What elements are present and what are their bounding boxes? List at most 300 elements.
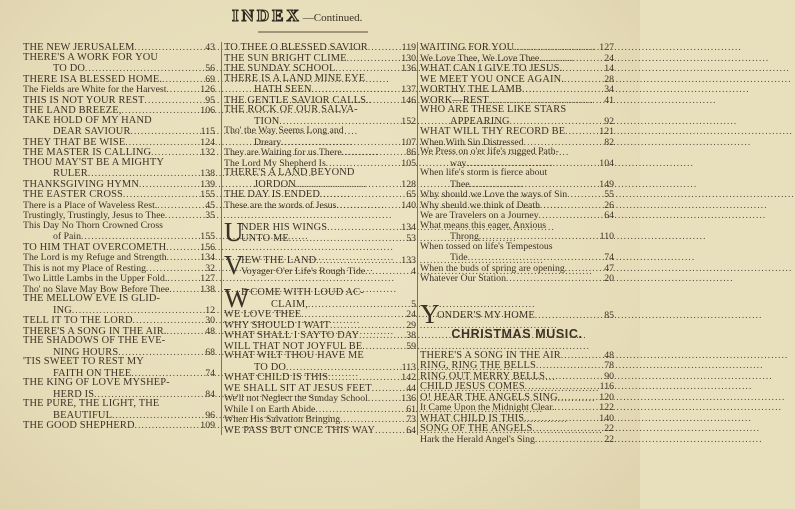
page-number: 106 [200,105,215,116]
entry-continuation-line [224,179,416,190]
leader-dots [123,189,193,200]
index-entry [23,84,215,95]
page-number: 95 [205,94,215,106]
drop-cap-section [420,298,614,329]
index-entry [23,252,215,263]
page-number: 68 [205,346,215,358]
leader-dots [554,402,592,413]
page-number: 43 [205,42,215,53]
entry-continuation-line [23,126,215,137]
page-number: 132 [200,147,215,158]
drop-cap-section [224,283,416,313]
page-number: 120 [599,391,614,403]
entry-title: THERE IS A LAND MINE EYE [224,72,366,84]
index-entry [23,221,215,242]
entry-title: WHAT SHALL I SAYTO DAY [224,330,360,341]
entry-line [420,42,614,53]
entry-line [420,392,614,403]
entry-title: THE PURE, THE LIGHT, THE [23,398,160,409]
leader-dots [85,63,193,74]
leader-dots [561,350,592,361]
page-number: 48 [205,325,215,337]
entry-line [420,126,614,137]
entry-title: These are the words of Jesus [224,199,337,211]
entry-line [23,315,215,326]
drop-cap-letter: Y [420,298,440,329]
entry-line [224,320,416,331]
page-number: 134 [200,252,215,263]
entry-line [420,200,614,211]
entry-title: The Lord My Shepherd Is [224,157,326,169]
leader-dots [134,42,193,53]
entry-line [23,53,215,64]
entry-line [23,147,215,158]
page-number: 128 [401,178,416,190]
index-entry [420,74,614,85]
page-number: 109 [200,420,215,431]
leader-dots [470,179,592,190]
entry-line [241,233,416,244]
entry-line [420,74,614,85]
index-entry [420,413,614,424]
page-number: 32 [205,262,215,274]
index-entry [23,294,215,315]
entry-title: TAKE HOLD OF MY HAND [23,114,152,126]
index-entry [437,310,614,321]
page-number: 133 [401,255,416,266]
entry-title: THEY THAT BE WISE [23,136,126,148]
leader-dots [545,371,592,382]
entry-title: THE ROCK OF OUR SALVA- [224,104,358,115]
leader-dots [368,393,394,404]
entry-line [224,425,416,436]
leader-dots [166,84,193,95]
page-number: 28 [604,73,614,85]
index-entry [23,189,215,200]
index-entry [23,200,215,211]
entry-title: When His Salvation Bringing [224,414,341,425]
entry-title: O! HEAR THE ANGELS SING [420,391,558,403]
entry-title: WAITING FOR YOU [420,42,515,53]
page-number: 45 [205,199,215,211]
entry-line [241,266,416,277]
page-number: 126 [200,84,215,95]
entry-title: Two Little Lambs in the Upper Fold. [23,273,168,284]
entry-title: THERE'S A LAND BEYOND [224,167,355,178]
page-number: 104 [599,157,614,169]
entry-title: THE SUNDAY SCHOOL [224,63,336,74]
index-entry [224,53,416,64]
index-entry [224,393,416,404]
leader-dots [135,420,193,431]
leader-dots [540,200,592,211]
page-number: 116 [599,381,614,392]
page-number: 142 [401,372,416,383]
index-entry [420,63,614,74]
entry-line [23,273,215,284]
index-entry [224,200,416,211]
entry-title: WILL THAT NOT JOYFUL BE [224,340,363,352]
page-number: 124 [200,136,215,148]
entry-title: Thee [450,178,470,190]
entry-title: E COME WITH LOUD AC- [241,287,364,298]
entry-line [224,330,416,341]
leader-dots [146,263,193,274]
leader-dots [347,53,394,64]
page-number: 34 [604,84,614,95]
entry-title: WHAT CAN I GIVE TO JESUS. [420,63,563,74]
page-number: 127 [200,273,215,284]
entry-title: 'TIS SWEET TO REST MY [23,356,144,367]
entry-line [23,336,215,347]
entry-title: We'll not Neglect the Sunday School [224,393,368,404]
entry-title: THE EASTER CROSS [23,189,123,200]
leader-dots [336,200,394,211]
entry-title: The Fields are White for the Harvest [23,84,167,95]
index-entry [420,350,614,361]
leader-dots [533,423,593,434]
entry-line [420,221,614,232]
index-entry [23,263,215,274]
entry-title: Hark the Herald Angel's Sing [420,433,535,445]
entry-title: NDER HIS WINGS [241,222,328,233]
entry-title: ING [53,304,72,316]
entry-title: TO DO [254,361,287,373]
entry-title: They are Waiting for us There [224,147,342,158]
entry-continuation-line [420,179,614,190]
entry-line [420,242,614,253]
leader-dots [479,231,592,242]
page-number: 130 [401,52,416,64]
entry-title: Throng [450,231,479,242]
entry-title: WE PASS BUT ONCE THIS WAY [224,424,376,436]
entry-title: THE MASTER IS CALLING [23,147,152,158]
index-entry [241,233,416,244]
leader-dots [166,242,193,253]
page-number: 85 [604,309,614,321]
leader-dots [539,210,592,221]
entry-title: WE SHALL SIT AT JESUS FEET [224,382,372,394]
entry-title: Trustingly, Trustingly, Jesus to Thee [23,210,165,221]
section-heading: CHRISTMAS MUSIC. [451,326,583,341]
entry-title: Why sheuld we think of Death [420,199,540,211]
page-number: 113 [401,361,416,373]
index-entry [23,210,215,221]
leader-dots [88,168,193,179]
index-entry [420,126,614,137]
page-number: 138 [200,168,215,179]
entry-title: WHAT CHILD IS THIS [420,412,525,424]
entry-title: Tho' the Way Seems Long and [224,125,344,136]
index-entry [420,221,614,242]
entry-line [23,42,215,53]
leader-dots [330,320,394,331]
leader-dots [167,252,193,263]
page-number: 22 [604,423,614,434]
entry-title: WHO ARE THESE LIKE STARS [420,104,567,115]
drop-cap-letter: V [224,250,244,280]
leader-dots [81,231,193,242]
leader-dots [468,252,592,263]
index-entry [23,147,215,158]
page-number: 155 [200,189,215,200]
entry-title: DEAR SAVIOUR [53,126,131,137]
entry-title: THIS IS NOT YOUR REST [23,94,145,106]
index-entry [420,42,614,53]
index-entry [224,372,416,383]
leader-dots [157,200,193,211]
entry-line [224,404,416,415]
entry-line [224,63,416,74]
entry-title: WORTHY THE LAMB [420,84,523,95]
entry-title: This Day No Thorn Crowned Cross [23,219,163,231]
entry-title: FAITH ON THEE [53,367,132,379]
leader-dots [315,404,394,415]
leader-dots [514,42,592,53]
entry-title: TO DO [53,63,86,74]
entry-line [23,105,215,116]
index-entry [420,423,614,434]
drop-cap-entries [420,304,614,321]
entry-title: SONG OF THE ANGELS [420,423,533,434]
page-number: 140 [401,199,416,211]
leader-dots [542,53,592,64]
index-entry [241,266,416,277]
entry-line [241,222,416,233]
page-number: 149 [599,178,614,190]
page-number: 26 [604,199,614,211]
entry-title: BEAUTIFUL [53,409,113,421]
entry-line [420,189,614,200]
entry-title: THE LAND BREEZE, [23,105,122,116]
entry-line [420,210,614,221]
page-number: 122 [599,402,614,413]
entry-title: We are Travelers on a Journey [420,210,539,221]
page-number: 155 [200,231,215,242]
page-number: 65 [406,189,416,200]
entry-title: APPEARING [450,115,510,127]
entry-title: Tide [450,252,468,263]
page-number: 24 [406,309,416,320]
entry-title: THERE'S A SONG IN THE AIR. [23,325,167,337]
page-header [232,6,362,26]
leader-dots [506,273,592,284]
page-number: 152 [401,115,416,127]
page-number: 105 [401,157,416,169]
index-column-3 [417,42,614,445]
index-entry [420,189,614,200]
drop-cap-entries [224,283,416,313]
entry-continuation-line [23,305,215,316]
entry-continuation-line [23,231,215,242]
entry-title: CHILD JESUS COMES [420,381,525,392]
page-number: 156 [200,241,215,253]
entry-title: When life's storm is fierce about [420,167,548,178]
entry-line [224,105,416,116]
entry-title: THE SHADOWS OF THE EVE- [23,335,166,346]
leader-dots [316,255,394,266]
page-number: 127 [599,42,614,53]
index-column-1 [23,42,215,431]
index-entry [23,420,215,431]
leader-dots [522,84,592,95]
leader-dots [72,305,193,316]
leader-dots [167,326,193,337]
leader-dots [133,315,193,326]
entry-line [23,158,215,169]
entry-line [224,200,416,211]
entry-title: WORK—REST [420,94,489,106]
page-number: 69 [205,73,215,85]
entry-continuation-line [23,168,215,179]
entry-line [241,288,416,299]
page-number: 24 [604,52,614,64]
entry-continuation-line [224,362,416,373]
entry-title: TION [254,115,280,127]
page-number: 53 [406,232,416,244]
entry-line [224,309,416,320]
entry-title: When With Sin Distressed [420,136,524,148]
leader-dots [328,372,394,383]
entry-title: When tossed on life's Tempestous [420,240,553,252]
index-subtitle: —Continued. [302,12,363,24]
header-rule [258,31,368,33]
entry-line [224,351,416,362]
leader-dots [151,147,193,158]
page-number: 38 [406,330,416,341]
leader-dots [362,341,394,352]
entry-title: While I on Earth Abide [224,403,316,415]
page-number: 82 [604,136,614,148]
leader-dots [122,105,194,116]
page-number: 134 [401,222,416,233]
leader-dots [286,362,394,373]
entry-line [23,189,215,200]
index-entry [224,351,416,372]
leader-dots [567,189,592,200]
entry-title: WHAT WILL THY RECORD BE [420,126,566,137]
index-entry [420,402,614,413]
index-entry [23,53,215,74]
entry-line [420,434,614,445]
index-entry [23,105,215,116]
drop-cap-letter: W [224,283,250,313]
page-number: 140 [599,412,614,424]
entry-line [224,74,416,85]
entry-title: of Pain [53,231,82,242]
page-number: 84 [205,388,215,400]
entry-line [224,42,416,53]
page-number: 115 [200,126,215,137]
entry-line [224,372,416,383]
entry-line [420,147,614,158]
page-number: 146 [401,94,416,106]
page-number: 119 [401,42,416,53]
leader-dots [131,126,193,137]
page-number: 5 [411,298,416,310]
page-number: 41 [604,94,614,106]
entry-title: NING HOURS [53,346,119,358]
leader-dots [296,179,394,190]
index-entry [420,105,614,126]
index-entry [420,53,614,64]
entry-line [23,263,215,274]
index-entry [420,263,614,274]
entry-title: WHAT WILT THOU HAVE ME [224,350,364,361]
page-number: 139 [200,178,215,190]
entry-continuation-line [224,84,416,95]
index-entry [23,116,215,137]
page-number: 61 [406,403,416,415]
entry-line [23,179,215,190]
entry-title: WE MEET YOU ONCE AGAIN. [420,73,564,85]
index-entry [23,179,215,190]
entry-line [224,126,416,137]
leader-dots [342,147,394,158]
leader-dots [366,95,394,106]
entry-title: HERD IS [53,388,95,400]
entry-title: THE SUN BRIGHT CLIME [224,52,347,64]
leader-dots [536,360,592,371]
leader-dots [165,210,193,221]
leader-dots [510,116,592,127]
entry-title: Tho' no Slave May Bow Before Thee [23,283,170,295]
entry-title: THE GOOD SHEPHERD [23,420,135,431]
index-entry [420,242,614,263]
leader-dots [281,137,394,148]
entry-continuation-line [224,137,416,148]
entry-line [23,210,215,221]
index-entry [224,309,416,320]
entry-continuation-line [23,63,215,74]
entry-title: THE KING OF LOVE MYSHEP- [23,377,170,388]
page-number: 55 [604,189,614,200]
leader-dots [112,410,193,421]
entry-line [23,357,215,368]
entry-continuation-line [241,299,416,310]
page-number: 35 [205,210,215,221]
entry-line [23,84,215,95]
index-entry [224,147,416,158]
entry-title: TO THEE O BLESSED SAVIOR [224,42,368,53]
entry-title: THANKSGIVING HYMN [23,178,139,190]
entry-line [224,53,416,64]
leader-dots [359,330,394,341]
entry-title: ONDER'S MY HOME [437,309,535,321]
entry-line [224,189,416,200]
page-number: 74 [604,252,614,263]
index-entry [23,242,215,253]
index-entry [23,378,215,399]
index-entry [23,315,215,326]
entry-line [23,294,215,305]
entry-title: RULER [53,168,88,179]
page-number: 136 [401,393,416,404]
entry-line [23,399,215,410]
leader-dots [375,425,394,436]
page-number: 29 [406,319,416,331]
index-entry [224,383,416,394]
entry-title: This is not my Place of Resting [23,262,146,274]
leader-dots [167,273,193,284]
index-entry [241,288,416,309]
index-entry [224,404,416,415]
entry-title: It Came Upon the Midnight Clear. [420,402,555,413]
index-entry [420,273,614,284]
index-entry [420,84,614,95]
leader-dots [125,137,193,148]
index-entry [23,42,215,53]
